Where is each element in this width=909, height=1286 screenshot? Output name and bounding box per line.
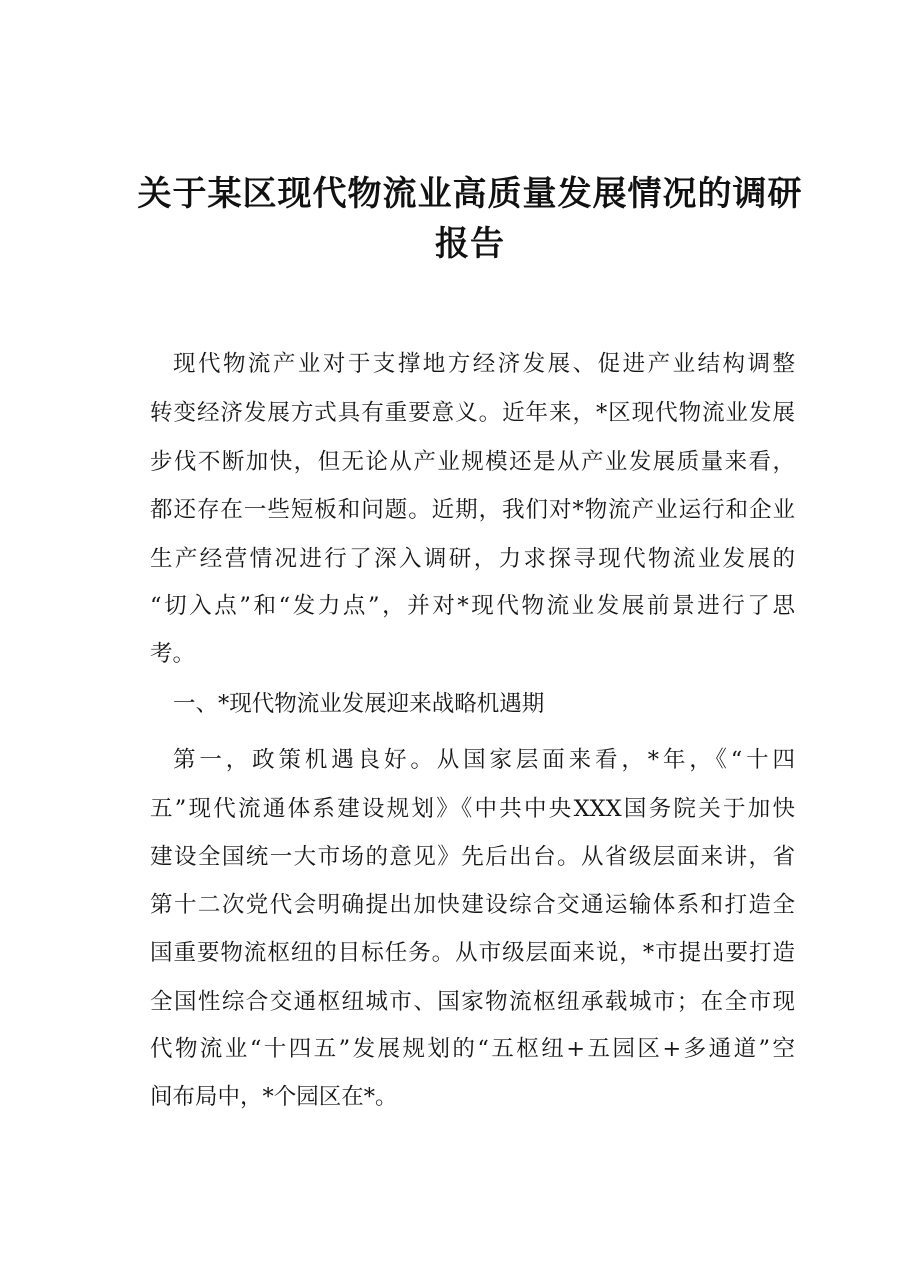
paragraph-1-line-5: 生产经营情况进行了深入调研，力求探寻现代物流业发展的 xyxy=(150,546,795,572)
document-title-line-2: 报告 xyxy=(435,224,505,264)
paragraph-1-line-2: 转变经济发展方式具有重要意义。近年来，*区现代物流业发展 xyxy=(150,400,795,426)
paragraph-1-line-4: 都还存在一些短板和问题。近期，我们对*物流产业运行和企业 xyxy=(150,497,795,523)
section-1-heading: 一、*现代物流业发展迎来战略机遇期 xyxy=(173,691,545,717)
paragraph-2-line-2: 五”现代流通体系建设规划》《中共中央XXX国务院关于加快 xyxy=(150,796,795,822)
paragraph-1-line-6: “切入点”和“发力点”，并对*现代物流业发展前景进行了思 xyxy=(150,593,795,619)
paragraph-2-line-8: 间布局中，*个园区在*。 xyxy=(150,1084,398,1110)
paragraph-2-line-3: 建设全国统一大市场的意见》先后出台。从省级层面来讲，省 xyxy=(150,844,795,870)
paragraph-2-line-4: 第十二次党代会明确提出加快建设综合交通运输体系和打造全 xyxy=(150,892,795,918)
paragraph-1-line-1: 现代物流产业对于支撑地方经济发展、促进产业结构调整 xyxy=(173,351,795,377)
paragraph-2-line-7: 代物流业“十四五”发展规划的“五枢纽+五园区+多通道”空 xyxy=(150,1036,795,1062)
paragraph-1-line-3: 步伐不断加快，但无论从产业规模还是从产业发展质量来看， xyxy=(150,449,795,475)
paragraph-2-line-5: 国重要物流枢纽的目标任务。从市级层面来说，*市提出要打造 xyxy=(150,940,795,966)
paragraph-2-line-6: 全国性综合交通枢纽城市、国家物流枢纽承载城市；在全市现 xyxy=(150,989,795,1015)
paragraph-2-line-1: 第一，政策机遇良好。从国家层面来看，*年，《“十四 xyxy=(173,747,795,773)
document-title-line-1: 关于某区现代物流业高质量发展情况的调研 xyxy=(137,174,803,214)
paragraph-1-line-7: 考。 xyxy=(150,641,196,667)
